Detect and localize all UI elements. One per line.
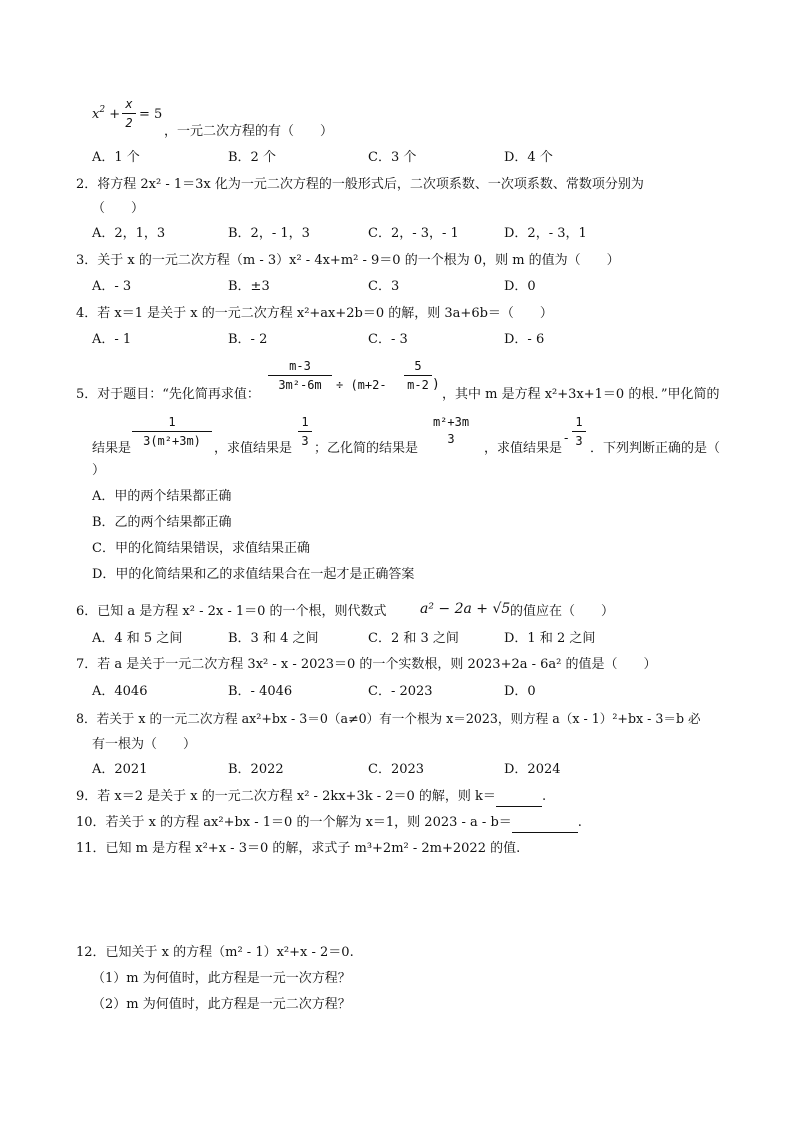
q5-yi-val-sign: - xyxy=(564,431,569,446)
q7-option-b[interactable]: B．- 4046 xyxy=(228,684,293,699)
q3-option-a[interactable]: A．- 3 xyxy=(92,279,132,294)
q5-jia-fraction xyxy=(132,414,212,449)
q3-option-c[interactable]: C．3 xyxy=(368,279,400,294)
q5-inner-fraction xyxy=(404,358,432,393)
q5-option-a[interactable]: A．甲的两个结果都正确 xyxy=(92,489,232,504)
q5-expr-bar xyxy=(268,375,332,376)
q5-expr-fraction xyxy=(268,358,332,393)
q6-option-d[interactable]: D．1 和 2 之间 xyxy=(504,631,596,646)
q1-option-c[interactable]: C．3 个 xyxy=(368,150,417,165)
q5-l2-e: ．下列判断正确的是（ xyxy=(590,441,721,456)
q5-l2-b: ，求值结果是 xyxy=(214,441,293,456)
q5-prefix: 5．对于题目：“先化简再求值： xyxy=(76,387,260,402)
q5-yi-val-fraction xyxy=(572,414,586,449)
q12-sub2: （2）m 为何值时，此方程是一元二次方程？ xyxy=(92,997,351,1012)
q4-option-a[interactable]: A．- 1 xyxy=(92,332,132,347)
q5-inner-den: m-2 xyxy=(407,378,429,392)
q9-line xyxy=(76,788,546,807)
q9-answer-blank[interactable] xyxy=(496,788,542,807)
q8-option-b[interactable]: B．2022 xyxy=(228,762,284,777)
q1-frac-bar xyxy=(122,113,136,114)
q5-l2-a: 结果是 xyxy=(92,441,132,456)
q5-yi-val-num: 1 xyxy=(575,415,583,429)
q1-option-b[interactable]: B．2 个 xyxy=(228,150,276,165)
q5-yi-val-bar xyxy=(572,431,586,432)
q3-stem: 3．关于 x 的一元二次方程（m - 3）x² - 4x+m² - 9＝0 的一个根为 0，则 m 的值为（ ） xyxy=(76,253,620,268)
q5-inner-bar xyxy=(404,375,432,376)
q1-eq-x: x xyxy=(92,107,100,122)
q1-frac-den: 2 xyxy=(125,116,133,130)
q4-option-c[interactable]: C．- 3 xyxy=(368,332,408,347)
q11-stem: 11．已知 m 是方程 x²+x - 3＝0 的解，求式子 m³+2m² - 2m+2022 的值. xyxy=(76,841,521,856)
q2-stem-line1: 2．将方程 2x² - 1＝3x 化为一元二次方程的一般形式后，二次项系数、一次项系数、常数项分别为 xyxy=(76,177,644,192)
q6-option-b[interactable]: B．3 和 4 之间 xyxy=(228,631,319,646)
q5-yi-val-den: 3 xyxy=(575,434,583,448)
q5-yi-num: m²+3m xyxy=(432,415,470,429)
q4-option-b[interactable]: B．- 2 xyxy=(228,332,268,347)
q2-option-c[interactable]: C．2，- 3，- 1 xyxy=(368,226,459,241)
q5-jia-val-den: 3 xyxy=(301,434,309,448)
q6-option-c[interactable]: C．2 和 3 之间 xyxy=(368,631,459,646)
q5-option-c[interactable]: C．甲的化简结果错误，求值结果正确 xyxy=(92,541,310,556)
q1-eq-plus: + xyxy=(109,107,121,122)
q5-expr-close: ) xyxy=(432,377,440,392)
q12-stem: 12．已知关于 x 的方程（m² - 1）x²+x - 2＝0. xyxy=(76,945,354,960)
q5-l2-d: ，求值结果是 xyxy=(484,441,563,456)
q5-jia-num: 1 xyxy=(168,415,176,429)
q5-l3: ） xyxy=(92,463,106,478)
q3-option-d[interactable]: D．0 xyxy=(504,279,536,294)
q2-option-b[interactable]: B．2，- 1，3 xyxy=(228,226,310,241)
q1-rhs: = 5 xyxy=(139,107,163,122)
q10-end: . xyxy=(577,815,582,830)
q5-yi-fraction xyxy=(426,414,476,447)
q6-stem-b: 的值应在（ ） xyxy=(510,604,615,619)
q2-option-a[interactable]: A．2，1，3 xyxy=(92,226,166,241)
q10-stem: 10．若关于 x 的方程 ax²+bx - 1＝0 的一个解为 x＝1，则 2023 - a - b＝ xyxy=(76,815,512,830)
q5-expr-div: ÷ (m+2- xyxy=(336,378,387,392)
q4-stem: 4．若 x＝1 是关于 x 的一元二次方程 x²+ax+2b＝0 的解，则 3a+6b＝（ ） xyxy=(76,306,553,321)
q5-jia-bar xyxy=(132,431,212,432)
q7-stem: 7．若 a 是关于一元二次方程 3x² - x - 2023＝0 的一个实数根，则 2023+2a - 6a² 的值是（ ） xyxy=(76,657,657,672)
q5-yi-den: 3 xyxy=(447,432,455,446)
q8-stem-line1: 8．若关于 x 的一元二次方程 ax²+bx - 3＝0（a≠0）有一个根为 x＝2023，则方程 a（x - 1）²+bx - 3＝b 必 xyxy=(76,711,701,726)
q1-fraction xyxy=(122,96,136,131)
q5-expr-den: 3m²-6m xyxy=(278,378,322,392)
q2-option-d[interactable]: D．2，- 3，1 xyxy=(504,226,587,241)
q8-option-d[interactable]: D．2024 xyxy=(504,762,561,777)
q5-expr-num: m-3 xyxy=(289,359,311,373)
q3-option-b[interactable]: B．±3 xyxy=(228,279,270,294)
q1-stem-tail: ，一元二次方程的有（ ） xyxy=(164,124,334,139)
q6-option-a[interactable]: A．4 和 5 之间 xyxy=(92,631,183,646)
q5-option-d[interactable]: D．甲的化简结果和乙的求值结果合在一起才是正确答案 xyxy=(92,567,415,582)
q9-end: . xyxy=(541,789,547,804)
q5-jia-val-bar xyxy=(298,431,312,432)
q2-stem-line2: （ ） xyxy=(92,201,145,216)
q1-frac-num: x xyxy=(125,97,133,111)
q7-option-d[interactable]: D．0 xyxy=(504,684,536,699)
q5-stem-mid: ，其中 m 是方程 x²+3x+1＝0 的根．”甲化简的 xyxy=(442,387,720,402)
q5-jia-val-fraction xyxy=(298,414,312,449)
q8-stem-line2: 有一根为（ ） xyxy=(92,737,197,752)
q1-equation xyxy=(92,106,120,124)
q5-option-b[interactable]: B．乙的两个结果都正确 xyxy=(92,515,232,530)
q10-line xyxy=(76,814,582,833)
q9-stem: 9．若 x＝2 是关于 x 的一元二次方程 x² - 2kx+3k - 2＝0 的解，则 k＝ xyxy=(76,789,496,804)
q1-option-d[interactable]: D．4 个 xyxy=(504,150,553,165)
q6-stem-a: 6．已知 a 是方程 x² - 2x - 1＝0 的一个根，则代数式 xyxy=(76,604,387,619)
q6-expr: a² − 2a + √5 xyxy=(420,601,511,617)
q5-jia-val-num: 1 xyxy=(301,415,309,429)
q10-answer-blank[interactable] xyxy=(512,814,578,833)
q7-option-a[interactable]: A．4046 xyxy=(92,684,148,699)
q5-inner-num: 5 xyxy=(414,359,422,373)
q4-option-d[interactable]: D．- 6 xyxy=(504,332,545,347)
q1-eq-sup: 2 xyxy=(99,105,106,115)
q1-option-a[interactable]: A．1 个 xyxy=(92,150,140,165)
q12-sub1: （1）m 为何值时，此方程是一元一次方程？ xyxy=(92,971,351,986)
q5-jia-den: 3(m²+3m) xyxy=(143,434,201,448)
q5-l2-c: ；乙化简的结果是 xyxy=(314,441,419,456)
q8-option-a[interactable]: A．2021 xyxy=(92,762,148,777)
q7-option-c[interactable]: C．- 2023 xyxy=(368,684,433,699)
q8-option-c[interactable]: C．2023 xyxy=(368,762,425,777)
